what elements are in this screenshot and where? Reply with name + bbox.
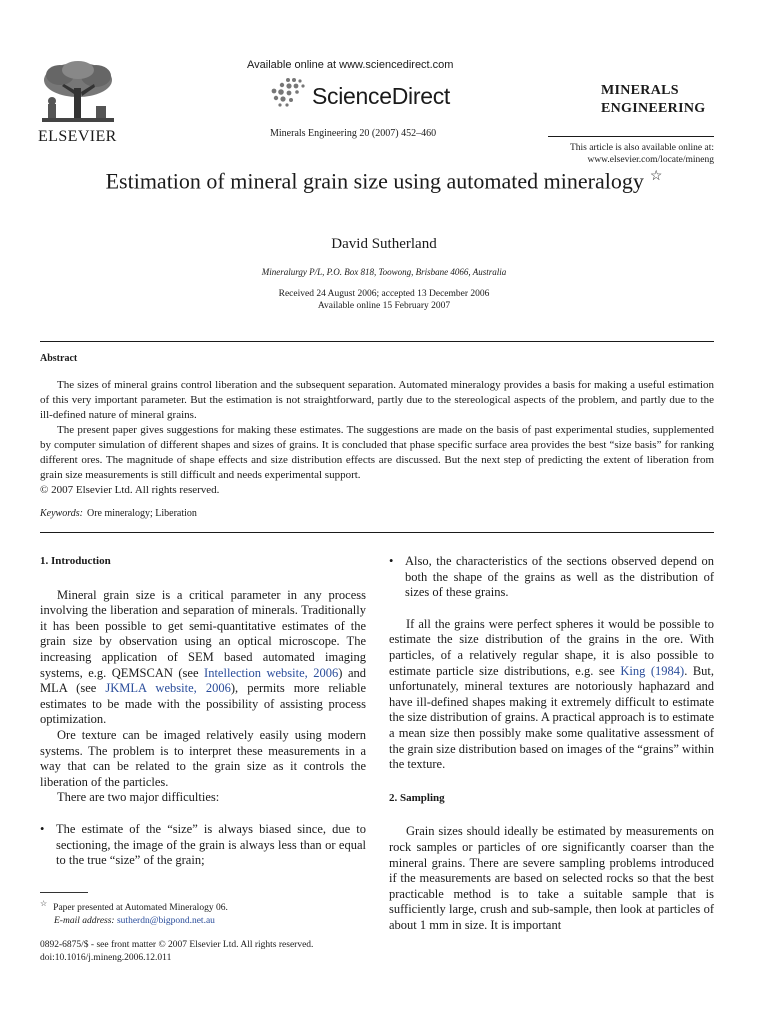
online-line1: This article is also available online at: — [569, 143, 714, 153]
abstract-top-rule — [40, 341, 714, 342]
footnote-star-icon: ☆ — [40, 899, 48, 908]
received-date: Received 24 August 2006; accepted 13 December 2006 — [278, 289, 490, 299]
journal-name — [601, 82, 705, 118]
bullet-item-1-text: The estimate of the “size” is always biased since, due to sectioning, the image of the grain is always less than or equal to the true “size” of the grain; — [56, 821, 366, 868]
intellection-website-link[interactable]: Intellection website, 2006 — [204, 665, 339, 680]
intro-p1-text-b: ) and MLA (see — [40, 665, 366, 696]
elsevier-tree-logo — [38, 60, 118, 126]
intro-paragraph-1 — [40, 588, 366, 728]
available-online-text: Available online at www.sciencedirect.com — [247, 59, 454, 71]
author-affiliation: Mineralurgy P/L, P.O. Box 818, Toowong, Brisbane 4066, Australia — [261, 267, 507, 277]
footnote — [40, 897, 228, 928]
author-email-link[interactable]: sutherdn@bigpond.net.au — [116, 916, 215, 927]
available-date: Available online 15 February 2007 — [317, 301, 451, 311]
footnote-note — [40, 897, 228, 915]
article-dates — [0, 288, 768, 312]
abstract-copyright: © 2007 Elsevier Ltd. All rights reserved. — [40, 484, 220, 496]
section-heading-sampling: 2. Sampling — [389, 791, 445, 804]
bullet-item-2-text: Also, the characteristics of the sections observed depend on both the shape of the grains as well as the distribution of sizes of these grains. — [405, 554, 714, 600]
doi-line[interactable]: doi:10.1016/j.mineng.2006.12.011 — [40, 953, 172, 963]
title-footnote-star-icon[interactable]: ☆ — [649, 169, 663, 184]
intro-p4-text-a: If all the grains were perfect spheres it would be possible to estimate the size distribution of the grains in the ore. With particles, of a relatively regular shape, it is also possible to estimate particle size distributions, e.g. see — [389, 616, 714, 678]
intro-paragraph-3: There are two major difficulties: — [57, 790, 220, 805]
body-top-rule — [40, 532, 714, 533]
online-url[interactable]: www.elsevier.com/locate/mineng — [587, 155, 714, 165]
intro-p4-text-b: . But, unfortunately, mineral textures are notoriously haphazard and have ill-defined shapes making it extremely difficult to estimate the size distribution of grains. A practical approach is to estimate a mean size then possibly make some qualitative assessment of the grain size distribution based on images of the “grains” within the texture. — [389, 663, 715, 772]
keywords-label: Keywords: — [40, 508, 83, 519]
abstract-heading: Abstract — [40, 353, 78, 364]
left-column — [40, 554, 366, 869]
footnote-note-text: Paper presented at Automated Mineralogy 06. — [53, 903, 228, 914]
journal-citation: Minerals Engineering 20 (2007) 452–460 — [270, 128, 437, 139]
intro-p1-text-a: Mineral grain size is a critical parameter in any process involving the liberation and separation of minerals. Traditionally it has been possible to get semi-quantitative estimates of the grain size by observation using an optical microscope. The increasing application of SEM based automated imaging systems, e.g. QEMSCAN (see — [40, 587, 366, 680]
article-title-text: Estimation of mineral grain size using automated mineralogy — [105, 168, 644, 194]
abstract-paragraph-2: The present paper gives suggestions for making these estimates. The suggestions are made on the basis of past experimental studies, supplemented by computer simulation of different shapes and sizes of grains. It is concluded that phase specific surface area provides the best “size basis” for ranking different ores. The magnitude of shape effects and size distribution effects are discussed. But the next step of predicting the extent of liberation from grain size measurements is still difficult and needs experimental support. — [40, 424, 714, 481]
bullet-dot-icon: • — [40, 821, 45, 836]
article-author: David Sutherland — [331, 236, 437, 252]
jkmla-website-link[interactable]: JKMLA website, 2006 — [105, 681, 231, 696]
bullet-item-1 — [40, 822, 366, 869]
publisher-name: ELSEVIER — [38, 128, 117, 145]
article-title — [0, 168, 768, 194]
sciencedirect-wordmark: ScienceDirect — [312, 83, 450, 109]
journal-name-line1: MINERALS — [601, 83, 679, 98]
right-column — [389, 554, 714, 933]
bullet-dot-icon: • — [389, 554, 394, 568]
front-matter — [40, 939, 313, 965]
king-1984-link[interactable]: King (1984) — [620, 663, 685, 678]
intro-paragraph-4 — [389, 617, 714, 773]
online-availability — [570, 142, 714, 166]
sciencedirect-dots-icon — [266, 77, 308, 107]
intro-p1-text-c: ), permits more reliable estimates to be made with the possibility of assisting process optimization. — [40, 681, 366, 727]
bullet-item-2 — [389, 554, 714, 601]
abstract-body — [40, 378, 714, 498]
footnote-email — [40, 915, 228, 928]
keywords-value: Ore mineralogy; Liberation — [86, 508, 197, 519]
intro-paragraph-2: Ore texture can be imaged relatively easily using modern systems. The problem is to interpret these measurements in a way that can be related to the grain size as it controls the liberation of the particles. — [40, 727, 366, 789]
abstract-paragraph-1: The sizes of mineral grains control liberation and the subsequent separation. Automated mineralogy provides a basis for making a useful estimation of this very important parameter. But the estimation is not straightforward, partly due to the stereological aspects of the problem, and partly due to the ill-defined nature of mineral grains. — [40, 379, 714, 421]
sampling-paragraph-1: Grain sizes should ideally be estimated by measurements on rock samples or particles of ore significantly coarser than the mineral grains. There are severe sampling problems introduced if the measurements are based on selected rocks so that the best practicable method is to take a suitable sample that is sufficiently large, crush and sub-sample, then look at particles of about 1 mm in size. It is important — [389, 824, 714, 932]
journal-rule — [548, 136, 714, 137]
journal-name-line2: ENGINEERING — [601, 101, 706, 116]
keywords — [40, 508, 197, 519]
footnote-rule — [40, 892, 88, 893]
email-label: E-mail address: — [54, 916, 115, 927]
section-heading-introduction: 1. Introduction — [40, 555, 111, 567]
issn-line: 0892-6875/$ - see front matter © 2007 Elsevier Ltd. All rights reserved. — [40, 940, 314, 950]
